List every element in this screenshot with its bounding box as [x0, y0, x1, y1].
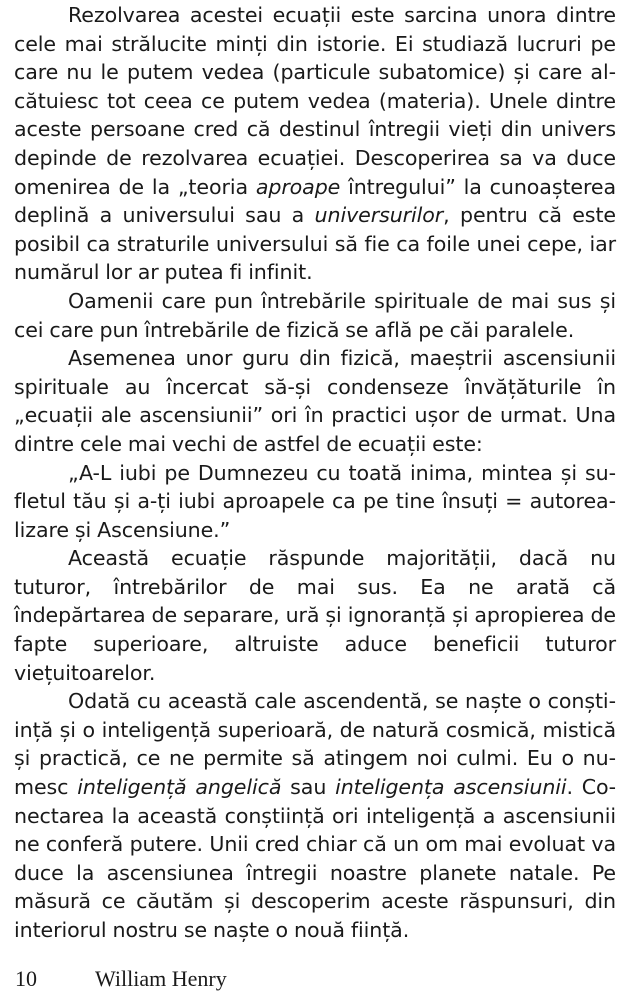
- text-segment: . Conectarea la această conștiință ori inteligență a ascensiunii ne conferă putere. Unii cred chiar că un om mai evoluat va duce la ascensiunea întregii noastre planete natale. Pe măsură ce căutăm și descoperim aceste răspunsuri, din interiorul nostru se naște o nouă ființă.: [14, 775, 616, 942]
- text-segment: , pentru că este posibil ca straturile universului să fie ca foile unei cepe, iar numărul lor ar putea fi infinit.: [14, 203, 616, 285]
- page-body-text: [14, 1, 616, 945]
- text-segment: Rezolvarea acestei ecuații este sarcina unora dintre cele mai strălucite minți din istorie. Ei studiază lucruri pe care nu le putem vedea (particule subatomice) și care alcătuiesc tot ceea ce putem vedea (materia). Unele dintre aceste persoane cred că destinul întregii vieți din univers depinde de rezolvarea ecuației. Descoperirea sa va duce omenirea de la „teoria: [14, 3, 616, 199]
- running-author: William Henry: [95, 966, 227, 991]
- text-segment: Oamenii care pun întrebările spirituale de mai sus și cei care pun întrebările de fizică se află pe căi paralele.: [14, 288, 616, 342]
- text-segment: „A-L iubi pe Dumnezeu cu toată inima, mintea și sufletul tău și a-ți iubi aproapele ca pe tine însuți = autorealizare și Ascensiune.”: [14, 460, 616, 542]
- text-segment: Această ecuație răspunde majorității, dacă nu tuturor, întrebărilor de mai sus. Ea ne arată că îndepărtarea de separare, ură și ignoranță și apropierea de fapte superioare, altruiste aduce beneficii tuturor viețuitoarelor.: [14, 546, 616, 685]
- paragraph-2: [14, 287, 616, 344]
- page-number: 10: [15, 966, 37, 991]
- paragraph-3: [14, 344, 616, 458]
- page-footer: [15, 966, 227, 992]
- paragraph-1: [14, 1, 616, 287]
- italic-text-segment: universurilor: [314, 203, 444, 228]
- text-segment: sau: [281, 775, 336, 800]
- text-segment: Odată cu această cale ascendentă, se naște o conștiință și o inteligență superioară, de natură cosmică, mistică și practică, ce ne permite să atingem noi culmi. Eu o numesc: [14, 689, 616, 800]
- paragraph-6: [14, 687, 616, 944]
- italic-text-segment: inteligența ascensiunii: [335, 775, 567, 800]
- paragraph-4-quote: [14, 459, 616, 545]
- text-segment: Asemenea unor guru din fizică, maeștrii ascensiunii spirituale au încercat să-și condenseze învățăturile în „ecuații ale ascensiunii” ori în practici ușor de urmat. Una dintre cele mai vechi de astfel de ecuații este:: [14, 346, 616, 456]
- italic-text-segment: inteligență angelică: [77, 775, 282, 800]
- paragraph-5: [14, 544, 616, 687]
- italic-text-segment: aproape: [255, 174, 341, 199]
- text-segment: întregului” la cunoașterea deplină a universului sau a: [14, 174, 616, 228]
